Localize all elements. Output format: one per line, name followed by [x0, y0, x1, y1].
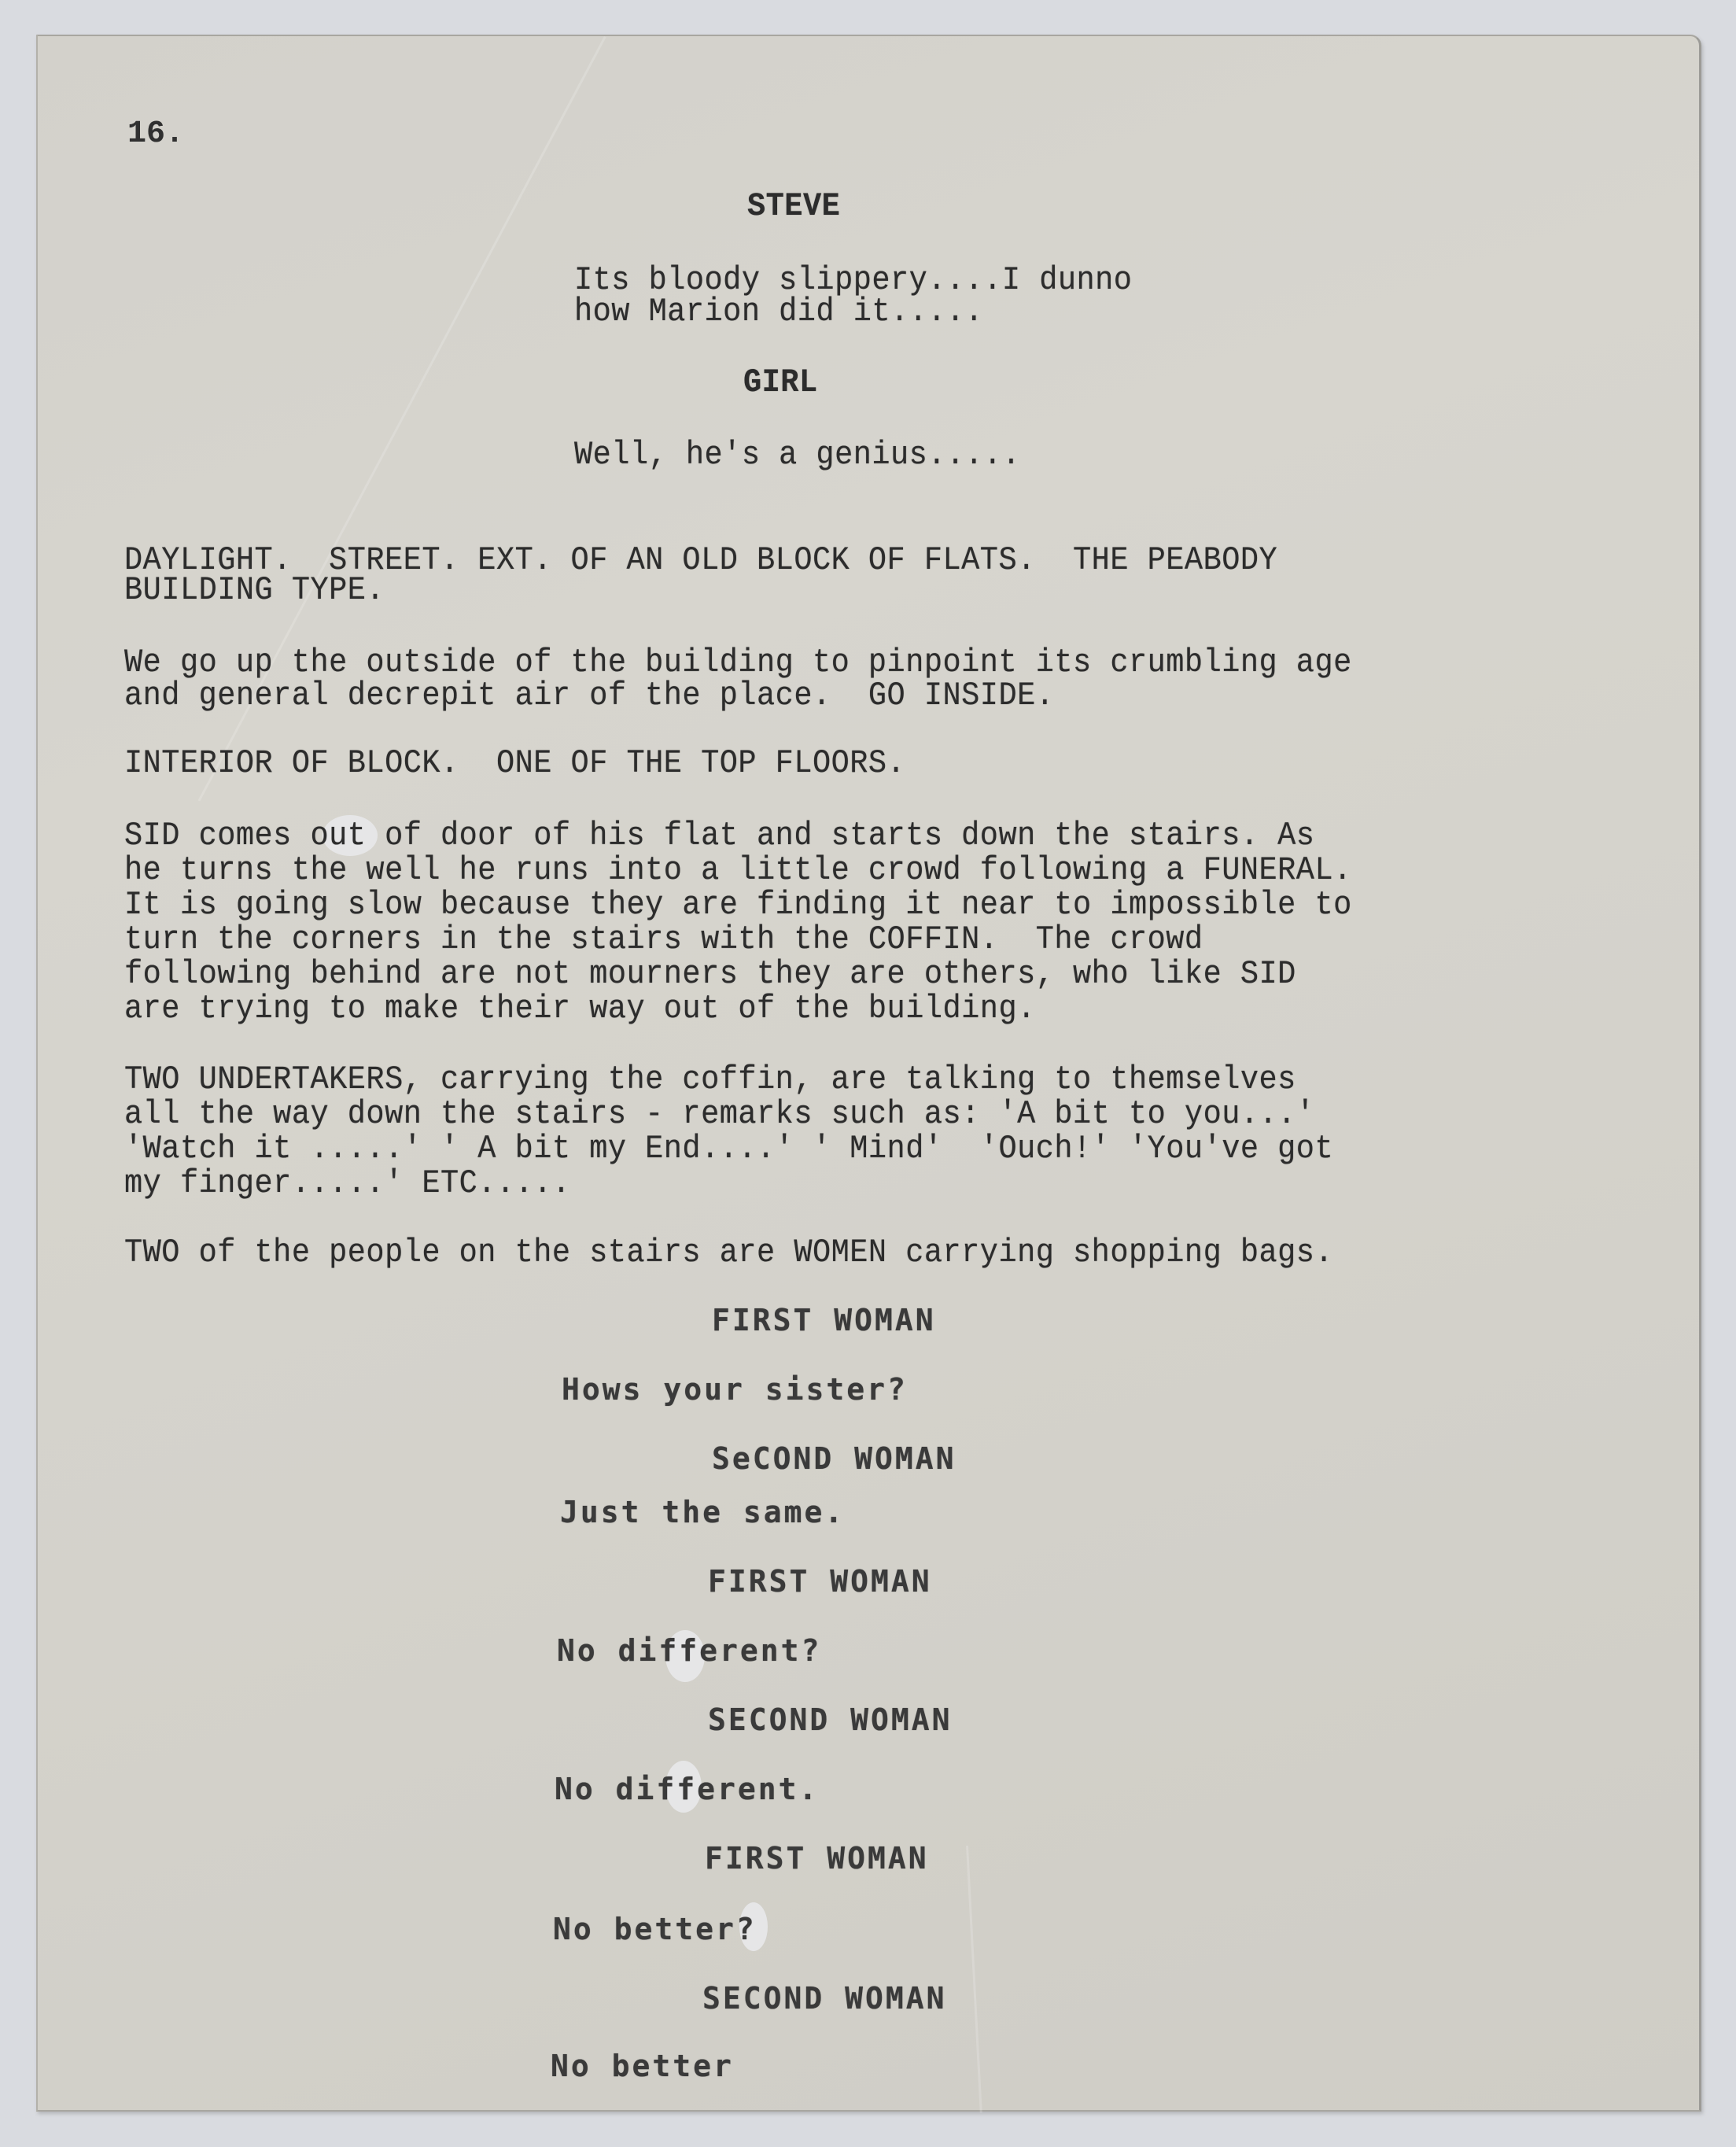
scene-heading: INTERIOR OF BLOCK. ONE OF THE TOP FLOORS. [124, 744, 906, 782]
action-line: It is going slow because they are finding it near to impossible to [124, 886, 1352, 924]
character-cue-first-woman: FIRST WOMAN [712, 1303, 936, 1337]
dialogue-line: Well, he's a genius..... [574, 436, 1021, 474]
action-line: 'Watch it .....' ' A bit my End....' ' Mind' 'Ouch!' 'You've got [124, 1130, 1334, 1168]
character-cue-first-woman: FIRST WOMAN [705, 1841, 929, 1876]
dialogue-line: Hows your sister? [562, 1372, 908, 1407]
action-line: TWO of the people on the stairs are WOMEN carrying shopping bags. [124, 1234, 1334, 1271]
action-line: are trying to make their way out of the building. [124, 990, 1036, 1027]
dialogue-line: No different. [555, 1772, 820, 1806]
character-cue-second-woman: SeCOND WOMAN [712, 1441, 956, 1476]
action-line: following behind are not mourners they are others, who like SID [124, 955, 1296, 993]
scene-heading: BUILDING TYPE. [124, 571, 385, 609]
action-line: and general decrepit air of the place. GO INSIDE. [124, 677, 1055, 714]
scene-heading: DAYLIGHT. STREET. EXT. OF AN OLD BLOCK OF FLATS. THE PEABODY [124, 541, 1278, 579]
character-cue-first-woman: FIRST WOMAN [708, 1564, 932, 1599]
dialogue-line: No different? [557, 1633, 822, 1668]
dialogue-line: No better? [553, 1912, 757, 1946]
paper-crease [966, 1846, 982, 2113]
character-cue-girl: GIRL [743, 363, 818, 401]
character-cue-second-woman: SECOND WOMAN [708, 1702, 953, 1737]
dialogue-line: how Marion did it..... [574, 293, 984, 330]
character-cue-steve: STEVE [747, 187, 841, 225]
dialogue-line: No better [551, 2049, 734, 2083]
action-line: We go up the outside of the building to pinpoint its crumbling age [124, 644, 1352, 681]
page-number: 16. [127, 116, 185, 152]
dialogue-line: Just the same. [560, 1495, 846, 1529]
action-line: my finger.....' ETC..... [124, 1164, 571, 1202]
action-line: turn the corners in the stairs with the COFFIN. The crowd [124, 920, 1203, 958]
action-line: TWO UNDERTAKERS, carrying the coffin, are talking to themselves [124, 1061, 1296, 1098]
character-cue-second-woman: SECOND WOMAN [702, 1981, 947, 2016]
action-line: all the way down the stairs - remarks such as: 'A bit to you...' [124, 1095, 1315, 1133]
dialogue-line: Its bloody slippery....I dunno [574, 261, 1133, 299]
action-line: he turns the well he runs into a little crowd following a FUNERAL. [124, 851, 1352, 889]
action-line: SID comes out of door of his flat and starts down the stairs. As [124, 817, 1315, 854]
